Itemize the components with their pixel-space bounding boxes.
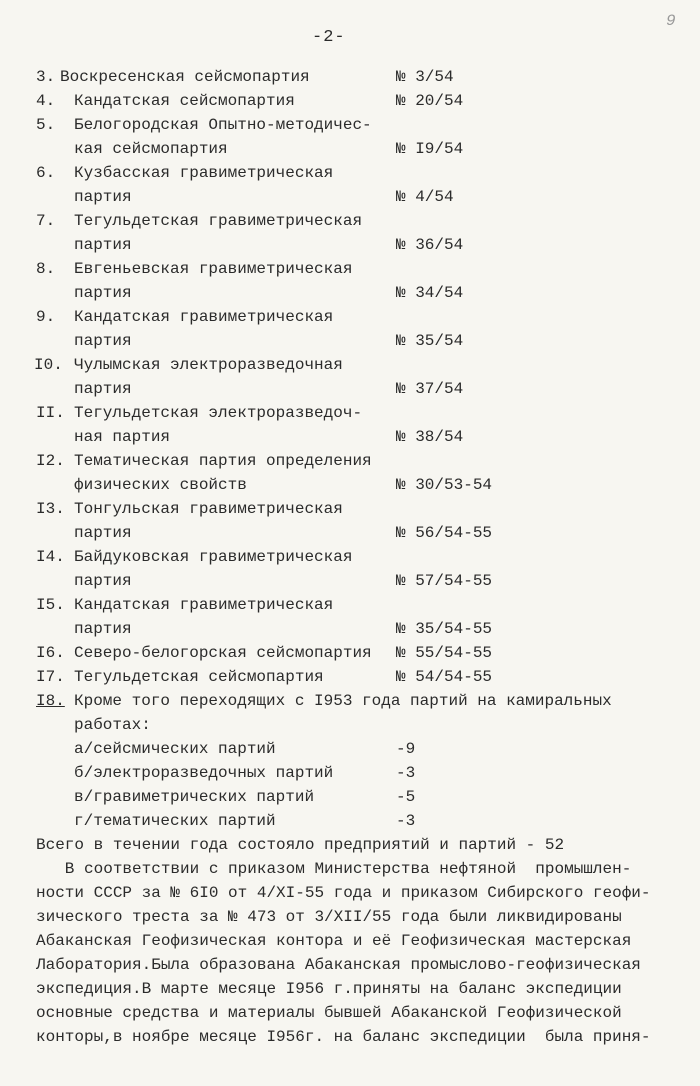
list-item-number: 6. xyxy=(36,164,56,182)
list-item-code: № 4/54 xyxy=(396,188,454,206)
list-item-text: Кроме того переходящих с I953 года партий на камиральных xyxy=(74,692,612,710)
list-item-text: Тегульдетская электроразведоч- xyxy=(74,404,363,422)
list-item-code: № 56/54-55 xyxy=(396,524,493,542)
list-item-code: № 57/54-55 xyxy=(396,572,493,590)
list-item-code: № 35/54 xyxy=(396,332,464,350)
sub-item-value: -3 xyxy=(396,812,416,830)
list-item-text: Тегульдетская сейсмопартия xyxy=(74,668,324,686)
list-item-text: партия xyxy=(74,524,132,542)
total-line: Всего в течении года состояло предприятий и партий - 52 xyxy=(36,836,565,854)
sub-item-value: -9 xyxy=(396,740,416,758)
list-item-number: 4. xyxy=(36,92,56,110)
list-item-text: Чулымская электроразведочная xyxy=(74,356,343,374)
list-item-text: партия xyxy=(74,620,132,638)
list-item-number: II. xyxy=(36,404,65,422)
list-item-code: № 34/54 xyxy=(396,284,464,302)
list-item-text: ная партия xyxy=(74,428,171,446)
list-item-text: работах: xyxy=(74,716,151,734)
body-line: основные средства и материалы бывшей Абаканской Геофизической xyxy=(36,1004,622,1022)
list-item-number: I3. xyxy=(36,500,65,518)
list-item-code: № 36/54 xyxy=(396,236,464,254)
body-line: В соответствии с приказом Министерства нефтяной промышлен- xyxy=(36,860,632,878)
sub-item-value: -3 xyxy=(396,764,416,782)
body-line: Лаборатория.Была образована Абаканская промыслово-геофизическая xyxy=(36,956,641,974)
list-item-code: № 37/54 xyxy=(396,380,464,398)
list-item-number: 5. xyxy=(36,116,56,134)
list-item-text: Кандатская сейсмопартия xyxy=(74,92,295,110)
list-item-number: I0. xyxy=(34,356,63,374)
body-line: ности СССР за № 6I0 от 4/XI-55 года и приказом Сибирского геофи- xyxy=(36,884,651,902)
body-line: конторы,в ноябре месяце I956г. на баланс экспедиции была приня- xyxy=(36,1028,651,1046)
body-line: экспедиция.В марте месяце I956 г.приняты на баланс экспедиции xyxy=(36,980,622,998)
list-item-text: партия xyxy=(74,380,132,398)
list-item-text: Евгеньевская гравиметрическая xyxy=(74,260,353,278)
list-item-text: Тонгульская гравиметрическая xyxy=(74,500,343,518)
list-item-code: № 35/54-55 xyxy=(396,620,493,638)
list-item-code: № 30/53-54 xyxy=(396,476,493,494)
list-item-number: 9. xyxy=(36,308,56,326)
list-item-text: физических свойств xyxy=(74,476,247,494)
page-number: -2- xyxy=(312,28,346,47)
list-item-text: партия xyxy=(74,332,132,350)
corner-mark: 9 xyxy=(666,12,676,30)
list-item-number: 8. xyxy=(36,260,56,278)
list-item-code: № 20/54 xyxy=(396,92,464,110)
list-item-text: партия xyxy=(74,188,132,206)
list-item-number: I5. xyxy=(36,596,65,614)
list-item-number: 7. xyxy=(36,212,56,230)
list-item-text: Тематическая партия определения xyxy=(74,452,372,470)
list-item-text: Кандатская гравиметрическая xyxy=(74,596,334,614)
list-item-text: кая сейсмопартия xyxy=(74,140,228,158)
sub-item-label: г/тематических партий xyxy=(74,812,276,830)
sub-item-value: -5 xyxy=(396,788,416,806)
list-item-text: Тегульдетская гравиметрическая xyxy=(74,212,363,230)
list-item-text: партия xyxy=(74,572,132,590)
list-item-text: партия xyxy=(74,236,132,254)
body-line: Абаканская Геофизическая контора и её Геофизическая мастерская xyxy=(36,932,632,950)
list-item-code: № 3/54 xyxy=(396,68,454,86)
list-item-code: № I9/54 xyxy=(396,140,464,158)
body-line: зического треста за № 473 от 3/XII/55 года были ликвидированы xyxy=(36,908,622,926)
list-item-number: I7. xyxy=(36,668,65,686)
list-item-number: I4. xyxy=(36,548,65,566)
list-item-text: Кандатская гравиметрическая xyxy=(74,308,334,326)
list-item-text: Байдуковская гравиметрическая xyxy=(74,548,353,566)
list-item-number: 3. xyxy=(36,68,56,86)
list-item-text: Кузбасская гравиметрическая xyxy=(74,164,334,182)
list-item-code: № 38/54 xyxy=(396,428,464,446)
list-item-text: Северо-белогорская сейсмопартия xyxy=(74,644,372,662)
list-item-text: Воскресенская сейсмопартия xyxy=(60,68,310,86)
list-item-number: I8. xyxy=(36,692,65,710)
list-item-number: I6. xyxy=(36,644,65,662)
list-item-number: I2. xyxy=(36,452,65,470)
sub-item-label: в/гравиметрических партий xyxy=(74,788,315,806)
list-item-code: № 55/54-55 xyxy=(396,644,493,662)
sub-item-label: а/сейсмических партий xyxy=(74,740,276,758)
list-item-text: Белогородская Опытно-методичес- xyxy=(74,116,372,134)
list-item-text: партия xyxy=(74,284,132,302)
list-item-code: № 54/54-55 xyxy=(396,668,493,686)
sub-item-label: б/электроразведочных партий xyxy=(74,764,334,782)
